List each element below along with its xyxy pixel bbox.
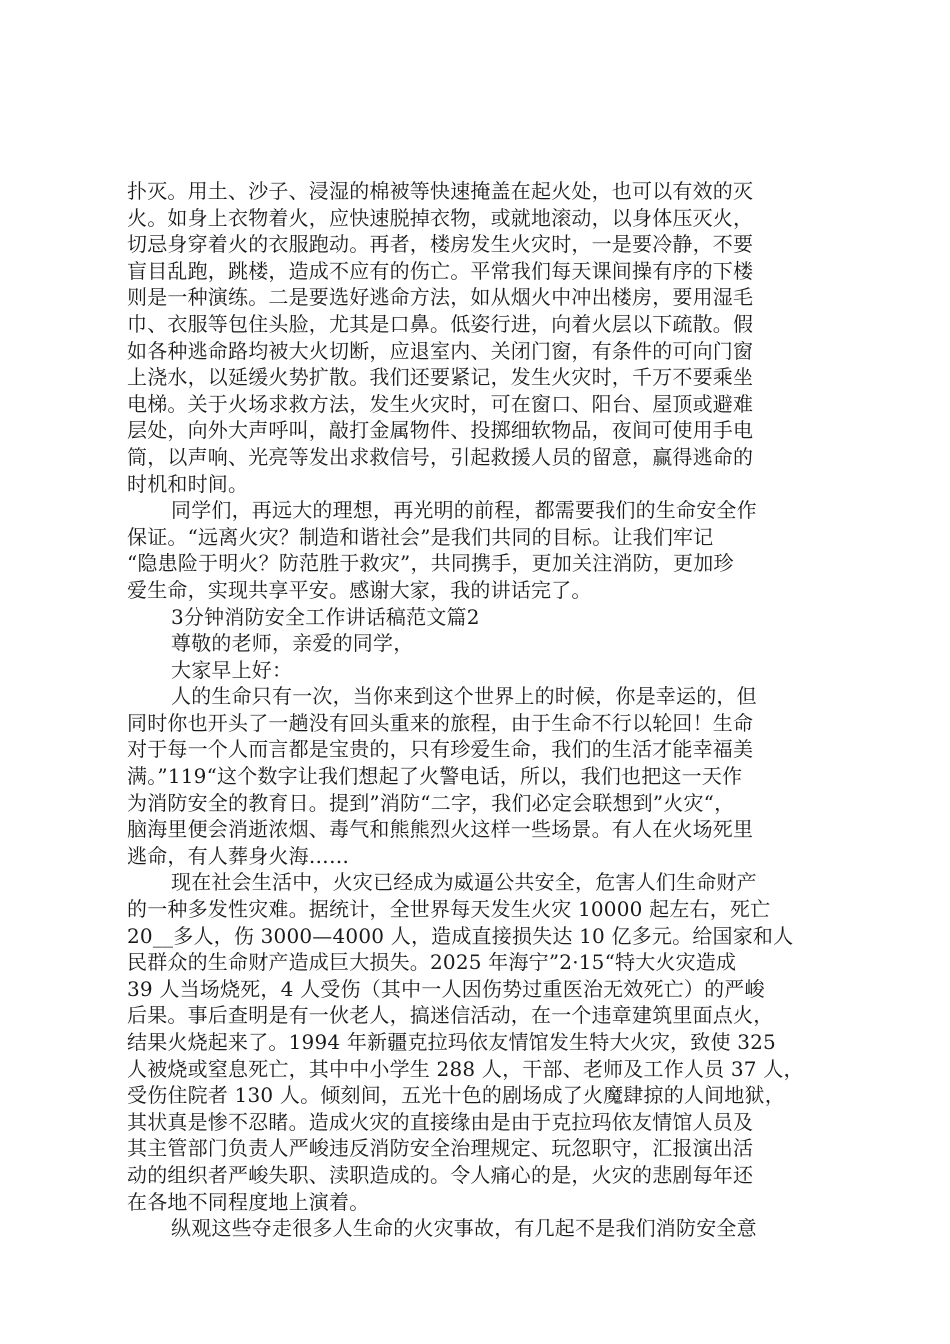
text-line: 盲目乱跑，跳楼，造成不应有的伤亡。平常我们每天课间操有序的下楼 bbox=[127, 258, 754, 283]
text-line: 则是一种演练。二是要选好逃命方法，如从烟火中冲出楼房，要用湿毛 bbox=[127, 285, 754, 310]
text-line: 对于每一个人而言都是宝贵的，只有珍爱生命，我们的生活才能幸福美 bbox=[127, 737, 754, 762]
text-line: 电梯。关于火场求救方法，发生火灾时，可在窗口、阳台、屋顶或避难 bbox=[127, 391, 754, 416]
text-line: 保证。“远离火灾？制造和谐社会”是我们共同的目标。让我们牢记 bbox=[127, 524, 714, 549]
text-line: 其主管部门负责人严峻违反消防安全治理规定、玩忽职守，汇报演出活 bbox=[127, 1136, 754, 1161]
text-line: 火。如身上衣物着火，应快速脱掉衣物，或就地滚动，以身体压灭火， bbox=[127, 205, 754, 230]
text-line: 扑灭。用土、沙子、浸湿的棉被等快速掩盖在起火处，也可以有效的灭 bbox=[127, 179, 754, 203]
text-line: 民群众的生命财产造成巨大损失。2025 年海宁”2·15“特大火灾造成 bbox=[127, 950, 737, 975]
text-line: 爱生命，实现共享平安。感谢大家，我的讲话完了。 bbox=[127, 577, 592, 602]
document-body bbox=[127, 178, 827, 1242]
text-line: 尊敬的老师，亲爱的同学， bbox=[171, 631, 414, 656]
text-line: 巾、衣服等包住头脸，尤其是口鼻。低姿行进，向着火层以下疏散。假 bbox=[127, 311, 754, 336]
text-line: 纵观这些夺走很多人生命的火灾事故，有几起不是我们消防安全意 bbox=[171, 1216, 757, 1241]
text-line: 满。”119“这个数字让我们想起了火警电话，所以，我们也把这一天作 bbox=[127, 764, 743, 789]
text-line: 后果。事后查明是有一伙老人，搞迷信活动，在一个违章建筑里面点火， bbox=[127, 1003, 774, 1028]
text-line: 如各种逃命路均被大火切断，应退室内、关闭门窗，有条件的可向门窗 bbox=[127, 338, 754, 363]
text-line: 结果火烧起来了。1994 年新疆克拉玛依友情馆发生特大火灾，致使 325 bbox=[127, 1030, 776, 1054]
text-line: 3分钟消防安全工作讲话稿范文篇2 bbox=[171, 604, 480, 629]
text-line: 层处，向外大声呼叫，敲打金属物件、投掷细软物品，夜间可使用手电 bbox=[127, 418, 754, 443]
text-line: 20__多人，伤 3000—4000 人，造成直接损失达 10 亿多元。给国家和人 bbox=[127, 923, 794, 948]
text-line: 上浇水，以延缓火势扩散。我们还要紧记，发生火灾时，千万不要乘坐 bbox=[127, 365, 754, 390]
text-line: 其状真是惨不忍睹。造成火灾的直接缘由是由于克拉玛依友情馆人员及 bbox=[127, 1109, 754, 1134]
text-line: 切忌身穿着火的衣服跑动。再者，楼房发生火灾时，一是要冷静，不要 bbox=[127, 232, 754, 257]
text-line: 现在社会生活中，火灾已经成为威逼公共安全，危害人们生命财产 bbox=[171, 870, 757, 895]
text-line: 人的生命只有一次，当你来到这个世界上的时候，你是幸运的，但 bbox=[171, 684, 757, 709]
text-line: 大家早上好： bbox=[171, 657, 293, 682]
text-line: “隐患险于明火？防范胜于救灾”，共同携手，更加关注消防，更加珍 bbox=[127, 551, 734, 576]
text-line: 同学们，再远大的理想，再光明的前程，都需要我们的生命安全作 bbox=[171, 498, 757, 523]
text-line: 人被烧或窒息死亡，其中中小学生 288 人，干部、老师及工作人员 37 人， bbox=[127, 1056, 804, 1081]
text-line: 39 人当场烧死，4 人受伤（其中一人因伤势过重医治无效死亡）的严峻 bbox=[127, 976, 765, 1001]
text-line: 在各地不同程度地上演着。 bbox=[127, 1189, 370, 1214]
text-line: 的一种多发性灾难。据统计，全世界每天发生火灾 10000 起左右，死亡 bbox=[127, 897, 771, 922]
text-line: 逃命，有人葬身火海…… bbox=[127, 843, 350, 868]
text-line: 动的组织者严峻失职、渎职造成的。令人痛心的是，火灾的悲剧每年还 bbox=[127, 1162, 754, 1187]
text-line: 同时你也开头了一趟没有回头重来的旅程，由于生命不行以轮回！生命 bbox=[127, 710, 754, 735]
text-line: 脑海里便会消逝浓烟、毒气和熊熊烈火这样一些场景。有人在火场死里 bbox=[127, 817, 754, 842]
text-line: 时机和时间。 bbox=[127, 471, 249, 496]
text-line: 为消防安全的教育日。提到”消防“二字，我们必定会联想到”火灾“， bbox=[127, 790, 735, 815]
text-line: 受伤住院者 130 人。倾刻间，五光十色的剧场成了火魔肆掠的人间地狱， bbox=[127, 1083, 785, 1108]
text-line: 筒，以声响、光亮等发出求救信号，引起救援人员的留意，赢得逃命的 bbox=[127, 444, 754, 469]
